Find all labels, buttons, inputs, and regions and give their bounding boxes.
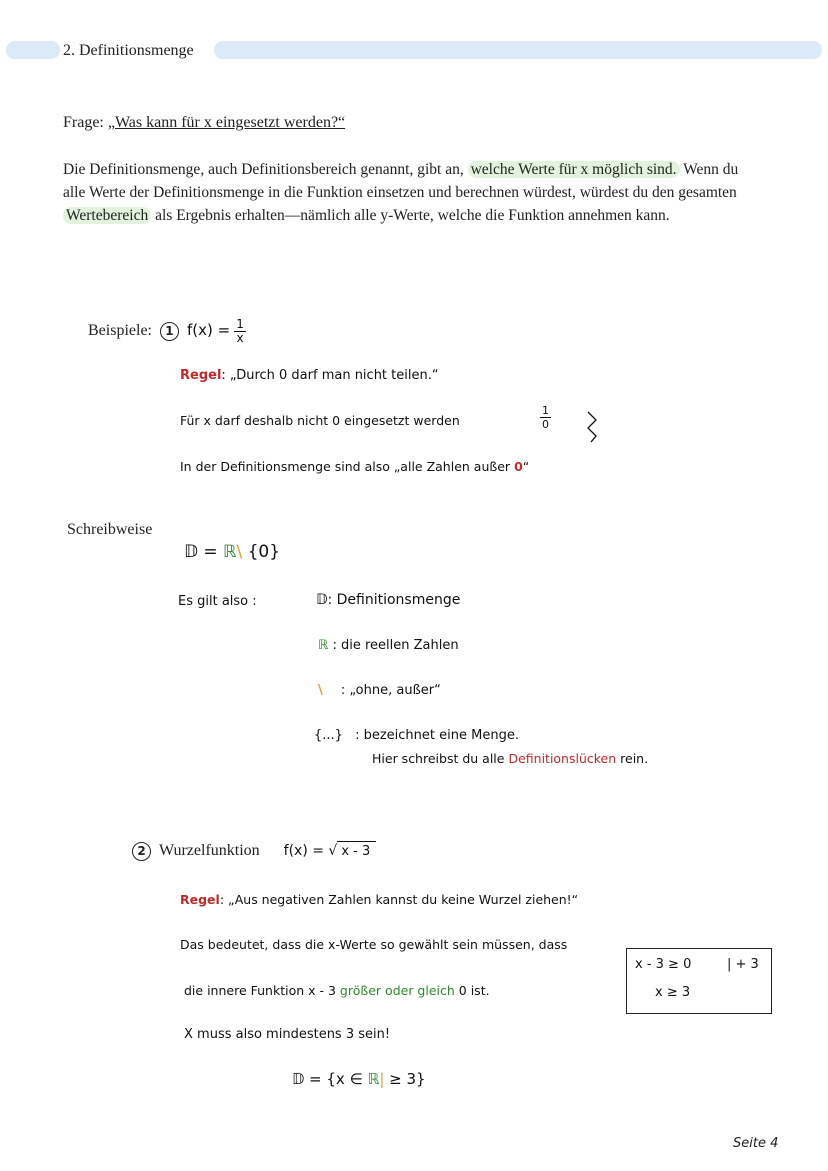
d-symbol: 𝔻 = (184, 542, 218, 562)
intro-text-1: Die Definitionsmenge, auch Definitionsbereich genannt, gibt an, (63, 161, 464, 178)
intro-text-3: als Ergebnis erhalten—nämlich alle y-Werte, welche die Funktion annehmen kann. (155, 207, 670, 224)
example2-heading (132, 842, 376, 861)
result-r: ℝ (367, 1070, 380, 1088)
line3-quote: “ (522, 459, 530, 474)
set-zero: {0} (247, 542, 281, 562)
wurzelfunktion-label: Wurzelfunktion (159, 842, 260, 860)
box-line1: x - 3 ≥ 0 (635, 957, 692, 972)
fraction-numerator: 1 (236, 317, 244, 331)
result-start: 𝔻 = {x ∈ (292, 1070, 363, 1088)
number-2-icon: 2 (132, 842, 151, 861)
backslash-symbol: \ (236, 542, 243, 562)
highlight-wertebereich: Wertebereich (63, 207, 151, 224)
example1-line2-fraction (540, 404, 551, 431)
intro-paragraph (63, 158, 753, 227)
r-symbol: ℝ (222, 542, 237, 562)
es-gilt: Es gilt also : (178, 594, 257, 609)
example1-line3 (180, 459, 529, 474)
lightning-squiggle-icon (584, 410, 600, 444)
line3b-green: größer oder gleich (339, 983, 455, 998)
def-line-2 (318, 638, 459, 653)
rule-text: : „Durch 0 darf man nicht teilen.“ (221, 368, 439, 383)
example2-rule (180, 892, 578, 907)
def2-text: : die reellen Zahlen (332, 638, 459, 653)
box-line2: x ≥ 3 (655, 985, 691, 1000)
highlight-possible-values: welche Werte für x möglich sind. (468, 161, 680, 178)
calculation-box (626, 948, 772, 1014)
def1-symbol: 𝔻 (316, 592, 328, 608)
rule2-text: : „Aus negativen Zahlen kannst du keine Wurzel ziehen!“ (219, 892, 579, 907)
notation-label: Schreibweise (67, 521, 153, 538)
def-line-3 (318, 683, 441, 698)
line3b-end: 0 ist. (458, 983, 490, 998)
result-bar: | (379, 1070, 385, 1088)
example1-func: f(x) = (186, 321, 231, 340)
line3b-text: die innere Funktion x - 3 (184, 983, 336, 998)
fraction-numerator: 1 (542, 404, 549, 417)
def2-symbol: ℝ (318, 638, 329, 653)
rule2-label: Regel (180, 892, 220, 907)
fraction-denominator: x (236, 331, 244, 345)
section-title: 2. Definitionsmenge (63, 42, 194, 59)
intro-text-2: Wenn du alle Werte der Definitionsmenge in die Funktion einsetzen und berechnen würdest, würdest du den gesamten (63, 161, 739, 201)
example2-line2: Das bedeutet, dass die x-Werte so gewählt sein müssen, dass (180, 937, 568, 952)
example1-rule (180, 368, 439, 383)
def1-text: : Definitionsmenge (327, 592, 461, 608)
example2-result (292, 1070, 426, 1088)
example1-fraction (234, 318, 246, 345)
page-number: Seite 4 (733, 1136, 779, 1151)
def-line-4b (372, 751, 648, 766)
rule-label: Regel (180, 368, 222, 383)
result-end: ≥ 3} (389, 1070, 426, 1088)
def3-text: : „ohne, außer“ (340, 683, 441, 698)
fraction-denominator: 0 (542, 418, 549, 431)
header-bar-right (214, 41, 822, 59)
def4-symbol: {...} (314, 728, 343, 743)
def-line-1 (316, 592, 460, 608)
question (63, 114, 345, 132)
def4-line2-red: Definitionslücken (508, 751, 617, 766)
def4-line2-text: Hier schreibst du alle (372, 751, 505, 766)
header-bar-left (6, 41, 60, 59)
example2-line4: X muss also mindestens 3 sein! (184, 1027, 391, 1042)
example2-func: f(x) = √ (283, 843, 338, 860)
line3-text: In der Definitionsmenge sind also „alle Zahlen außer (180, 459, 511, 474)
number-1-icon: 1 (160, 322, 179, 341)
example1-line2: Für x darf deshalb nicht 0 eingesetzt werden (180, 413, 460, 428)
question-label: Frage: (63, 114, 104, 131)
def4-text: : bezeichnet eine Menge. (355, 728, 519, 743)
example2-radicand: x - 3 (337, 841, 376, 859)
examples-label: Beispiele: (88, 322, 152, 340)
question-text: „Was kann für x eingesetzt werden?“ (107, 114, 346, 131)
def-line-4 (314, 728, 519, 743)
def4-line2-end: rein. (620, 751, 649, 766)
line3-zero: 0 (514, 459, 523, 474)
box-operation: | + 3 (727, 957, 759, 972)
example1-heading (88, 318, 246, 345)
notation-formula (184, 542, 280, 562)
example2-line3 (184, 983, 490, 998)
def3-symbol: \ (318, 683, 323, 698)
